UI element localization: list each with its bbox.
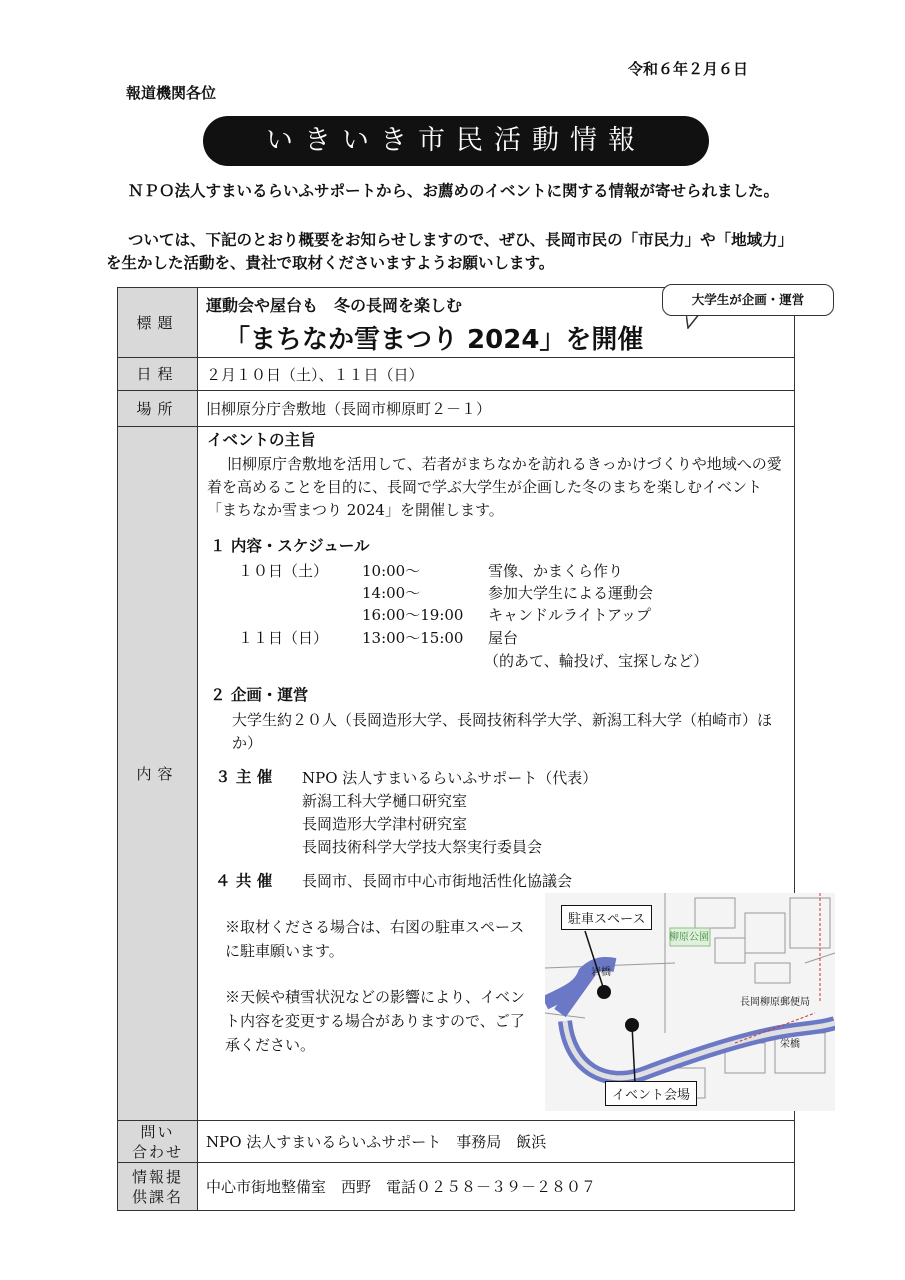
info-label-line2: 供課名 [131,1187,183,1206]
schedule-item-1: 雪像、かまくら作り [488,562,624,580]
schedule-day-2: １１日（日） [238,629,329,647]
map-bridge1-label: 岩橋 [591,967,611,978]
note-parking: ※取材くださる場合は、右図の駐車スペースに駐車願います。 [225,918,525,960]
title-main: 「まちなか雪まつり 2024」を開催 [224,325,644,355]
section2-heading: ２ 企画・運営 [210,686,309,704]
map-postoffice-label: 長岡柳原郵便局 [740,997,810,1008]
schedule-time-1: 10:00～ [362,562,421,580]
schedule-item-4: 屋台 [488,629,519,647]
schedule-item-5: （的あて、輪投げ、宝探しなど） [484,652,709,670]
section4-heading: ４ 共 催 [215,872,273,890]
schedule-day-1: １０日（土） [238,562,329,580]
schedule-item-3: キャンドルライトアップ [488,606,652,624]
place-label: 場所 [118,391,198,427]
schedule-value: ２月１０日（土）、１１日（日） [198,358,795,391]
document-date: 令和６年２月６日 [628,60,749,78]
intro-paragraph-1: ＮＰＯ法人すまいるらいふサポートから、お薦めのイベントに関する情報が寄せられました。 [128,182,780,200]
section2-text: 大学生約２０人（長岡造形大学、長岡技術科学大学、新潟工科大学（柏崎市）ほか） [232,711,773,752]
map-venue-label: イベント会場 [605,1081,697,1106]
map-park-label: 柳原公園 [669,932,709,943]
info-provider-value: 中心市街地整備室 西野 電話０２５８－３９－２８０７ [198,1163,795,1211]
info-label-line1: 情報提 [131,1167,183,1186]
note-weather: ※天候や積雪状況などの影響により、イベント内容を変更する場合がありますので、ご了承ください。 [225,988,526,1054]
purpose-text: 旧柳原庁舎敷地を活用して、若者がまちなかを訪れるきっかけづくりや地域への愛着を高めることを目的に、長岡で学ぶ大学生が企画した冬のまちを楽しむイベント「まちなか雪まつり 2024」を開催します。 [207,455,782,519]
addressee: 報道機関各位 [126,84,217,102]
schedule-time-2: 14:00～ [362,584,421,602]
purpose-heading: イベントの主旨 [207,431,316,449]
place-value: 旧柳原分庁舎敷地（長岡市柳原町２－１） [198,391,795,427]
callout-bubble: 大学生が企画・運営 [662,284,834,316]
organizer-4: 長岡技術科学大学技大祭実行委員会 [302,838,543,856]
title-subheading: 運動会や屋台も 冬の長岡を楽しむ [206,296,463,315]
content-label: 内容 [118,427,198,1121]
intro-paragraph-2: ついては、下記のとおり概要をお知らせしますので、ぜひ、長岡市民の「市民力」や「地域力」を生かした活動を、貴社で取材くださいますようお願いします。 [106,231,794,272]
map-parking-label: 駐車スペース [561,905,652,930]
section3-heading: ３ 主 催 [215,768,273,786]
schedule-label: 日程 [118,358,198,391]
cohost: 長岡市、長岡市中心市街地活性化協議会 [302,872,573,890]
map-bridge2-label: 栄橋 [780,1039,800,1050]
section1-heading: １ 内容・スケジュール [210,537,370,555]
inquiry-label-line1: 問い [140,1122,175,1141]
inquiry-label [118,1121,198,1163]
organizer-3: 長岡造形大学津村研究室 [302,815,468,833]
organizer-2: 新潟工科大学樋口研究室 [302,792,468,810]
schedule-time-3: 16:00～19:00 [362,606,464,624]
schedule-item-2: 参加大学生による運動会 [488,584,654,602]
purpose-section [207,430,787,522]
inquiry-label-line2: 合わせ [131,1142,183,1161]
organizer-1: NPO 法人すまいるらいふサポート（代表） [302,769,598,787]
schedule-time-4: 13:00～15:00 [362,629,464,647]
venue-map [545,893,835,1111]
inquiry-value: NPO 法人すまいるらいふサポート 事務局 飯浜 [198,1121,795,1163]
info-provider-label [118,1163,198,1211]
organizer-list [302,767,597,859]
title-label: 標題 [118,288,198,358]
banner-title: いきいき市民活動情報 [203,116,709,166]
